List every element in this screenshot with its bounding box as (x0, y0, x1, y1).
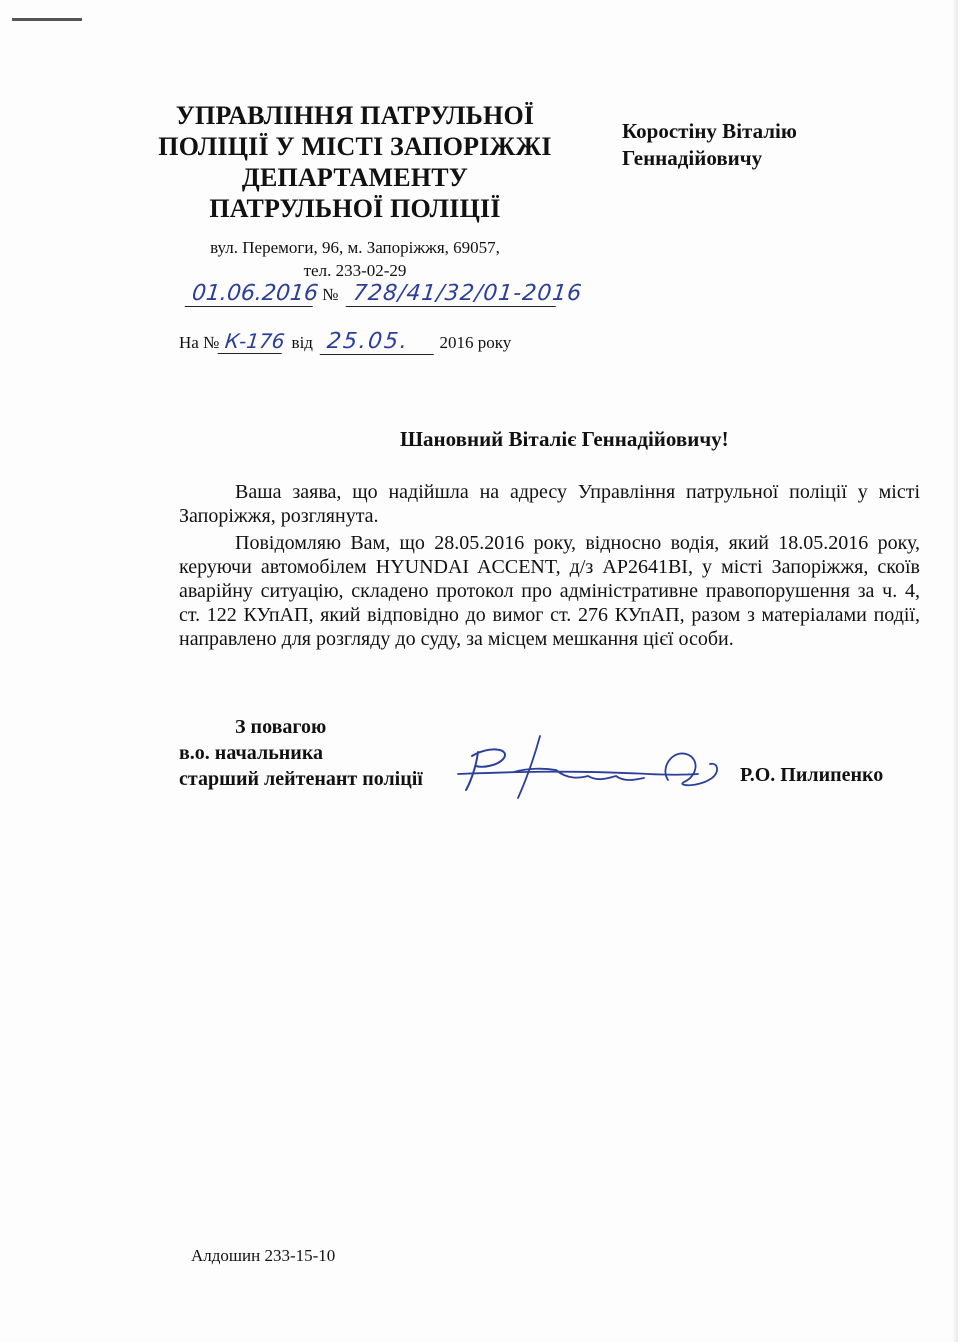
scan-corner-mark (12, 18, 82, 21)
organization-address (150, 236, 560, 282)
regards-line: З повагою (235, 716, 327, 738)
recipient-line: Коростіну Віталію (622, 119, 797, 143)
executor-contact: Алдошин 233-15-10 (191, 1246, 336, 1265)
recipient-line: Геннадійовичу (622, 146, 763, 170)
incoming-from-label: від (291, 333, 313, 352)
handwritten-signature (448, 728, 738, 808)
letter-body (179, 480, 920, 654)
position-line: в.о. начальника (179, 742, 324, 764)
recipient-block (622, 118, 922, 172)
incoming-number: К-176 (218, 329, 285, 354)
closing-block (179, 714, 423, 792)
incoming-prefix: На № (179, 333, 220, 352)
letterhead (150, 100, 560, 282)
address-line: вул. Перемоги, 96, м. Запоріжжя, 69057, (210, 238, 500, 257)
signer-name: Р.О. Пилипенко (740, 764, 884, 786)
number-label: № (322, 285, 339, 304)
org-line: ДЕПАРТАМЕНТУ (241, 163, 469, 192)
outgoing-number: 728/41/32/01-2016 (345, 282, 558, 307)
body-paragraph: Ваша заява, що надійшла на адресу Управління патрульної поліції у місті Запоріжжя, розглянута. (179, 481, 920, 527)
organization-name (150, 100, 560, 224)
org-line: ПАТРУЛЬНОЇ ПОЛІЦІЇ (209, 194, 501, 223)
incoming-date: 25.05. (320, 330, 437, 355)
outgoing-date: 01.06.2016 (185, 282, 316, 307)
body-paragraph: Повідомляю Вам, що 28.05.2016 року, відносно водія, який 18.05.2016 року, керуючи автомобілем HYUNDAI ACCENT, д/з АР2641ВІ, у місті Запоріжжя, скоїв аварійну ситуацію, складено протокол про адміністративне правопорушення за ч. 4, ст. 122 КУпАП, який відповідно до вимог ст. 276 КУпАП, разом з матеріалами події, направлено для розгляду до суду, за місцем мешкання цієї особи. (179, 532, 920, 650)
phone-line: тел. 233-02-29 (303, 261, 407, 280)
incoming-suffix: 2016 року (439, 333, 512, 352)
org-line: УПРАВЛІННЯ ПАТРУЛЬНОЇ (175, 101, 535, 130)
org-line: ПОЛІЦІЇ У МІСТІ ЗАПОРІЖЖІ (158, 132, 552, 161)
outgoing-reference (186, 281, 584, 307)
position-line: старший лейтенант поліції (179, 768, 423, 790)
salutation: Шановний Віталіє Геннадійовичу! (400, 427, 729, 451)
scan-edge-shadow (952, 0, 958, 1342)
incoming-reference (179, 329, 511, 355)
